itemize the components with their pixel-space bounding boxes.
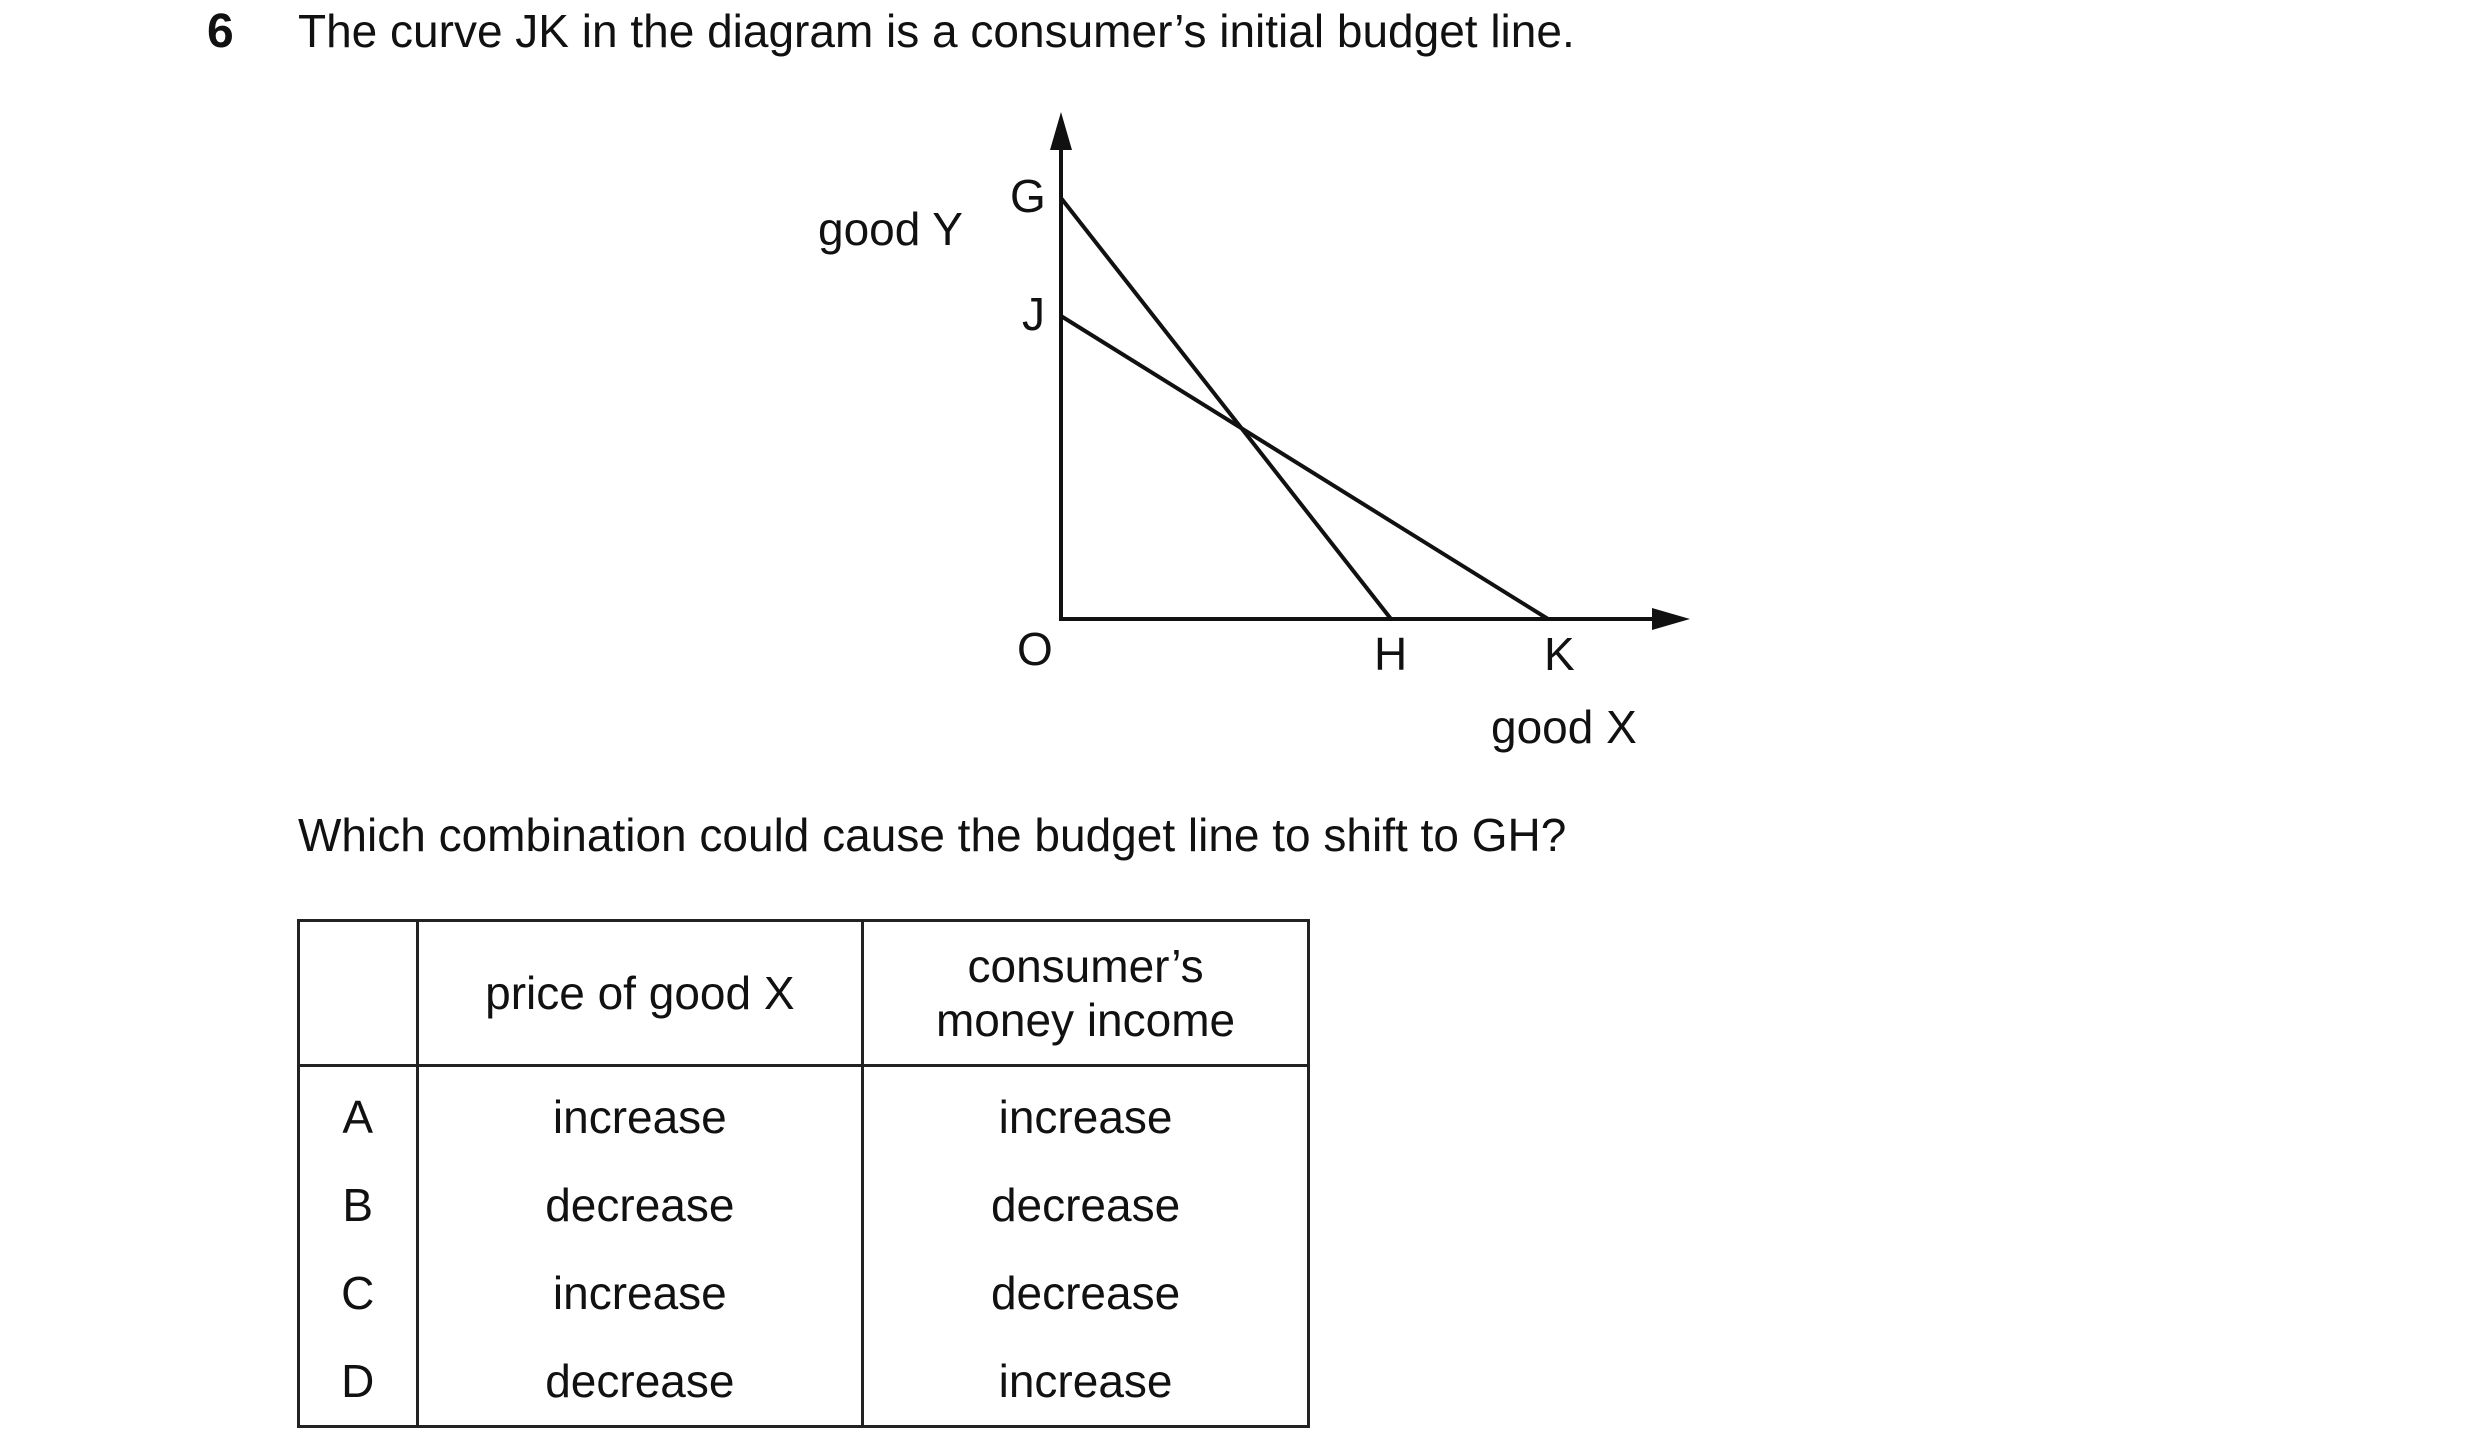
option-row-d[interactable] — [299, 1337, 1309, 1427]
option-row-c[interactable] — [299, 1249, 1309, 1337]
header-income-line1: consumer’s — [967, 940, 1204, 992]
budget-line-jk — [1061, 316, 1548, 619]
question-number: 6 — [207, 5, 234, 58]
option-letter: D — [299, 1337, 418, 1427]
x-axis-label: good X — [1491, 701, 1637, 753]
y-axis-arrowhead — [1050, 112, 1072, 150]
header-income — [863, 921, 1309, 1066]
option-letter: B — [299, 1161, 418, 1249]
table-header-row — [299, 921, 1309, 1066]
point-label-h: H — [1374, 628, 1408, 680]
x-axis-arrowhead — [1652, 608, 1690, 630]
point-label-j: J — [1022, 288, 1045, 340]
header-price: price of good X — [417, 921, 863, 1066]
option-row-b[interactable] — [299, 1161, 1309, 1249]
question-stem: The curve JK in the diagram is a consumer’s initial budget line. — [298, 5, 1575, 57]
option-letter: C — [299, 1249, 418, 1337]
option-letter: A — [299, 1066, 418, 1162]
option-income-change: decrease — [863, 1161, 1309, 1249]
option-income-change: decrease — [863, 1249, 1309, 1337]
header-income-line2: money income — [935, 994, 1236, 1046]
origin-label: O — [1017, 623, 1053, 675]
option-income-change: increase — [863, 1066, 1309, 1162]
header-letter-cell — [299, 921, 418, 1066]
y-axis-label: good Y — [818, 203, 963, 255]
option-price-change: decrease — [417, 1337, 863, 1427]
option-price-change: increase — [417, 1249, 863, 1337]
point-label-k: K — [1544, 628, 1575, 680]
question-prompt: Which combination could cause the budget line to shift to GH? — [298, 809, 1567, 861]
budget-line-gh — [1061, 198, 1391, 619]
option-row-a[interactable] — [299, 1066, 1309, 1162]
option-price-change: increase — [417, 1066, 863, 1162]
point-label-g: G — [1010, 170, 1046, 222]
option-income-change: increase — [863, 1337, 1309, 1427]
answer-options-table — [297, 919, 1310, 1428]
option-price-change: decrease — [417, 1161, 863, 1249]
